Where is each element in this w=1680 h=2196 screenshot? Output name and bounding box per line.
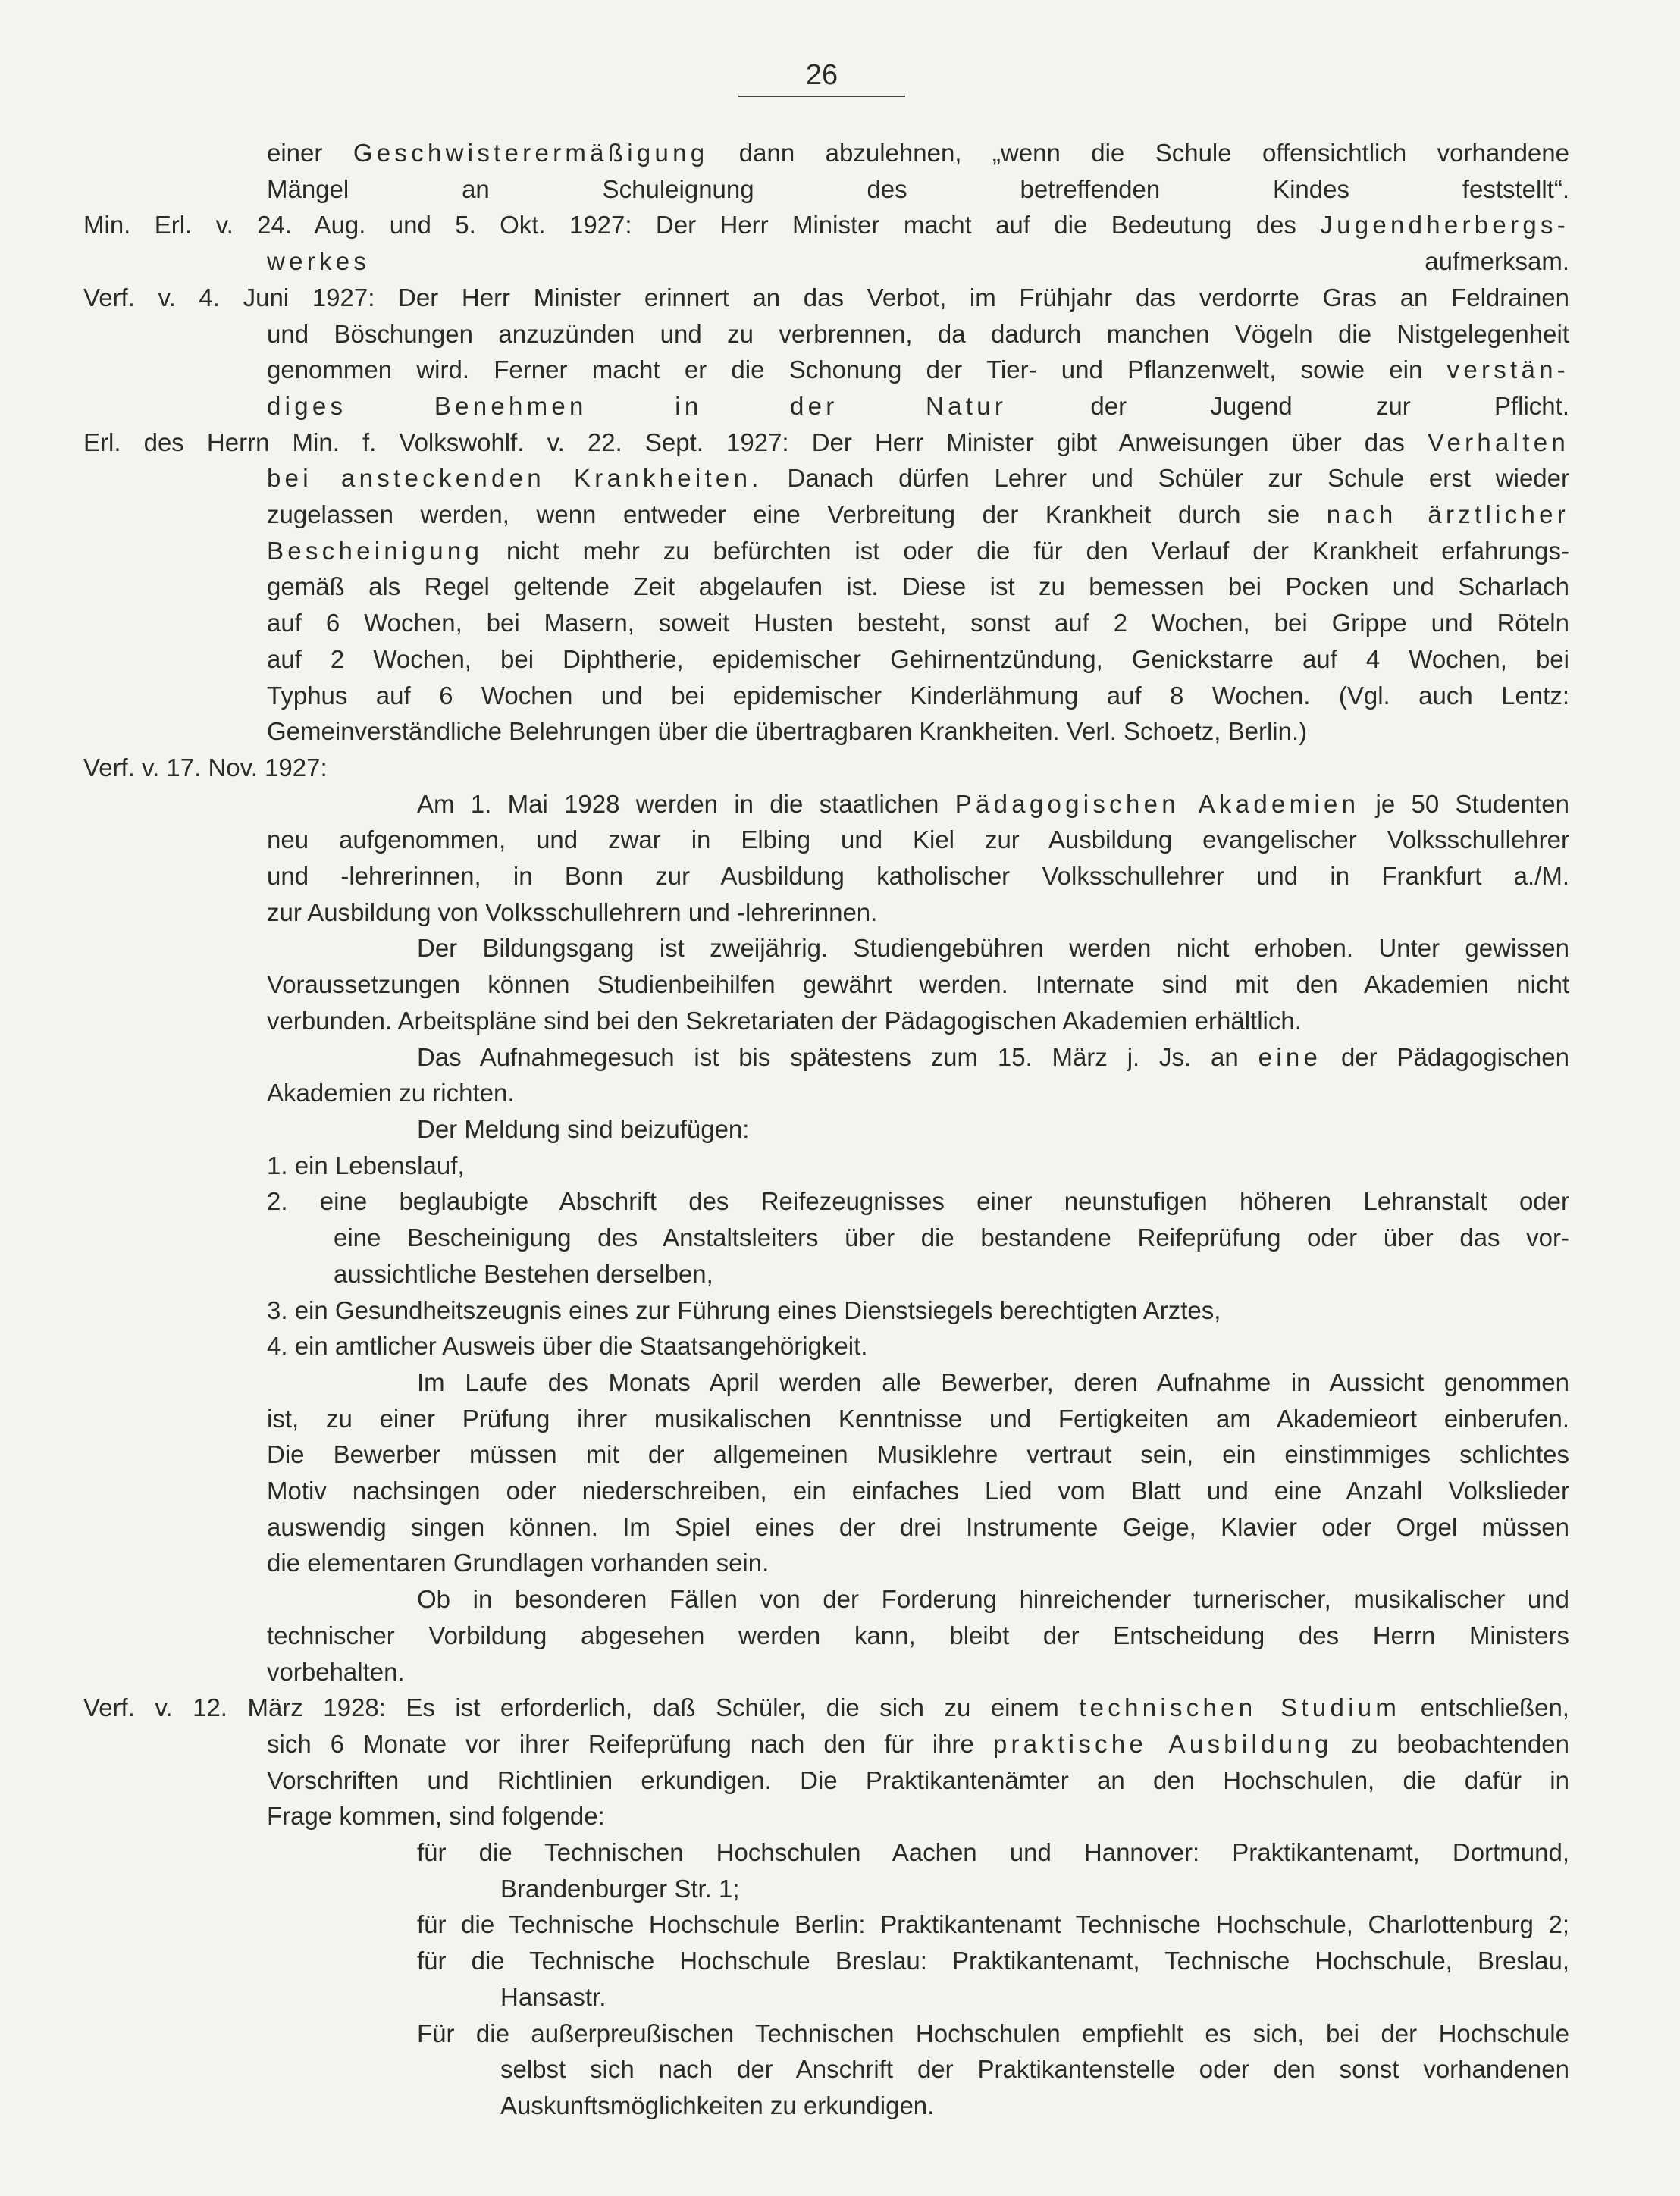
text-segment: Die Bewerber müssen mit der allgemeinen Musiklehre vertraut sein, ein einstimmiges schlichtes — [267, 1440, 1569, 1469]
emphasis-text: praktische Ausbildung — [992, 1729, 1333, 1758]
entry-min-erl-aug — [83, 207, 1569, 279]
text-line — [83, 605, 1569, 641]
emphasis-text: verstän- — [1446, 356, 1569, 384]
text-segment: Für die außerpreußischen Technischen Hochschulen empfiehlt es sich, bei der Hochschule — [417, 2019, 1569, 2047]
text-segment: Ob in besonderen Fällen von der Forderung hinreichender turnerischer, musikalischer und — [417, 1585, 1569, 1614]
emphasis-text: Bescheinigung — [267, 536, 484, 565]
text-segment: und Böschungen anzuzünden und zu verbrennen, da dadurch manchen Vögeln die Nistgelegenheit — [267, 319, 1569, 348]
text-segment: eine Bescheinigung des Anstaltsleiters über die bestandene Reifeprüfung oder über das vor- — [334, 1223, 1569, 1252]
text-segment: Mängel an Schuleignung des betreffenden Kindes feststellt“. — [267, 174, 1569, 203]
text-segment: Am 1. Mai 1928 werden in die staatlichen — [417, 789, 955, 818]
entry-verf-nov — [83, 750, 1569, 1690]
text-line — [83, 135, 1569, 171]
text-segment: aufmerksam. — [370, 247, 1569, 276]
text-segment: Voraussetzungen können Studienbeihilfen gewährt werden. Internate sind mit den Akademien nicht — [267, 970, 1569, 999]
entry-reference: Verf. v. 12. März 1928: Es ist erforderlich, daß Schüler, die sich zu einem — [83, 1693, 1080, 1722]
text-line — [83, 460, 1569, 497]
text-segment: nicht mehr zu befürchten ist oder die für den Verlauf der Krankheit erfahrungs- — [483, 536, 1569, 565]
text-segment: Im Laufe des Monats April werden alle Bewerber, deren Aufnahme in Aussicht genommen — [417, 1367, 1569, 1396]
text-line — [83, 497, 1569, 533]
text-line — [83, 1292, 1569, 1329]
body-text — [83, 135, 1569, 2124]
text-segment: der Jugend zur Pflicht. — [1007, 391, 1569, 420]
text-line — [83, 1762, 1569, 1799]
text-line — [83, 1545, 1569, 1581]
text-line — [83, 171, 1569, 208]
emphasis-text: eine — [1258, 1042, 1322, 1071]
text-line — [83, 1473, 1569, 1509]
text-segment: dann abzulehnen, „wenn die Schule offensichtlich vorhandene — [708, 139, 1569, 167]
text-line — [83, 1834, 1569, 1871]
text-segment: 4. ein amtlicher Ausweis über die Staatsangehörigkeit. — [267, 1332, 868, 1361]
text-segment: Das Aufnahmegesuch ist bis spätestens zum 15. März j. Js. an — [417, 1042, 1258, 1071]
page-number: 26 — [805, 59, 838, 91]
text-segment: Danach dürfen Lehrer und Schüler zur Schule erst wieder — [762, 464, 1569, 493]
text-line — [83, 1509, 1569, 1546]
text-segment: technischer Vorbildung abgesehen werden kann, bleibt der Entscheidung des Herrn Ministers — [267, 1621, 1569, 1649]
text-line — [83, 388, 1569, 424]
text-segment: zugelassen werden, wenn entweder eine Verbreitung der Krankheit durch sie — [267, 500, 1327, 529]
text-segment: selbst sich nach der Anschrift der Praktikantenstelle oder den sonst vorhandenen — [500, 2055, 1569, 2084]
text-line — [83, 1654, 1569, 1690]
entry-erl-sept — [83, 424, 1569, 750]
text-segment: Gemeinverständliche Belehrungen über die übertragbaren Krankheiten. Verl. Schoetz, Berlin.) — [267, 717, 1308, 746]
text-line — [83, 1364, 1569, 1401]
text-segment: 3. ein Gesundheitszeugnis eines zur Führung eines Dienstsiegels berechtigten Arztes, — [267, 1295, 1221, 1324]
text-line — [83, 1943, 1569, 1979]
text-line — [83, 352, 1569, 388]
text-segment: genommen wird. Ferner macht er die Schonung der Tier- und Pflanzenwelt, sowie ein — [267, 356, 1447, 384]
text-line — [83, 713, 1569, 750]
text-segment: auf 2 Wochen, bei Diphtherie, epidemischer Gehirnentzündung, Genickstarre auf 4 Wochen, bei — [267, 644, 1569, 673]
text-segment: entschließen, — [1400, 1693, 1569, 1722]
text-segment: und -lehrerinnen, in Bonn zur Ausbildung katholischer Volksschullehrer und in Frankfurt a./M. — [267, 862, 1569, 891]
entry-reference: Verf. v. 4. Juni 1927: Der Herr Minister erinnert an das Verbot, im Frühjahr das verdorrte Gras an Feldrainen — [83, 283, 1569, 312]
text-segment: 1. ein Lebenslauf, — [267, 1151, 465, 1179]
text-segment: verbunden. Arbeitspläne sind bei den Sekretariaten der Pädagogischen Akademien erhältlich. — [267, 1006, 1302, 1035]
text-line — [83, 1401, 1569, 1437]
page-number-rule — [738, 96, 905, 97]
text-segment: sich 6 Monate vor ihrer Reifeprüfung nach den für ihre — [267, 1729, 993, 1758]
entry-verf-maerz — [83, 1690, 1569, 2123]
text-segment: vorbehalten. — [267, 1657, 405, 1686]
text-segment: zu beobachtenden — [1332, 1729, 1569, 1758]
text-segment: 2. eine beglaubigte Abschrift des Reifezeugnisses einer neunstufigen höheren Lehranstalt oder — [267, 1187, 1569, 1216]
text-segment: Akademien zu richten. — [267, 1079, 515, 1107]
text-segment: Vorschriften und Richtlinien erkundigen. Die Praktikantenämter an den Hochschulen, die dafür in — [267, 1765, 1569, 1794]
text-segment: Motiv nachsingen oder niederschreiben, ein einfaches Lied vom Blatt und eine Anzahl Volkslieder — [267, 1477, 1569, 1505]
entry-lead-line — [83, 207, 1569, 243]
emphasis-text: Jugendherbergs- — [1320, 211, 1569, 240]
text-segment: die elementaren Grundlagen vorhanden sein. — [267, 1549, 769, 1577]
text-segment: Auskunftsmöglichkeiten zu erkundigen. — [500, 2091, 935, 2119]
text-line — [83, 894, 1569, 931]
text-segment: für die Technische Hochschule Breslau: Praktikantenamt, Technische Hochschule, Breslau, — [417, 1947, 1569, 1975]
text-segment: aussichtliche Bestehen derselben, — [334, 1259, 713, 1288]
text-line — [83, 1581, 1569, 1618]
text-line — [83, 533, 1569, 569]
text-line — [83, 1979, 1569, 2016]
text-segment: auf 6 Wochen, bei Masern, soweit Husten besteht, sonst auf 2 Wochen, bei Grippe und Röteln — [267, 609, 1569, 637]
text-line — [83, 930, 1569, 966]
text-line — [83, 966, 1569, 1003]
emphasis-text: Geschwisterermäßigung — [353, 139, 709, 167]
text-line — [83, 1256, 1569, 1292]
text-line — [83, 1871, 1569, 1907]
text-segment: für die Technische Hochschule Berlin: Praktikantenamt Technische Hochschule, Charlottenburg 2; — [417, 1910, 1569, 1939]
entry-lead-line — [83, 750, 1569, 786]
text-segment: Typhus auf 6 Wochen und bei epidemischer Kinderlähmung auf 8 Wochen. (Vgl. auch Lentz: — [267, 681, 1569, 710]
text-line — [83, 243, 1569, 280]
emphasis-text: diges Benehmen in der Natur — [267, 391, 1008, 420]
text-line — [83, 569, 1569, 605]
emphasis-text: Pädagogischen Akademien — [954, 789, 1360, 818]
text-segment: auswendig singen können. Im Spiel eines der drei Instrumente Geige, Klavier oder Orgel müssen — [267, 1512, 1569, 1541]
text-line — [83, 858, 1569, 894]
text-line — [83, 1075, 1569, 1111]
text-segment: Der Meldung sind beizufügen: — [417, 1114, 750, 1143]
text-segment: gemäß als Regel geltende Zeit abgelaufen ist. Diese ist zu bemessen bei Pocken und Scharlach — [267, 572, 1569, 601]
text-segment: der Pädagogischen — [1321, 1042, 1569, 1071]
text-segment: neu aufgenommen, und zwar in Elbing und Kiel zur Ausbildung evangelischer Volksschullehrer — [267, 825, 1569, 854]
text-line — [83, 1220, 1569, 1256]
text-line — [83, 786, 1569, 822]
text-line — [83, 2051, 1569, 2088]
emphasis-text: werkes — [267, 247, 371, 276]
emphasis-text: nach ärztlicher — [1326, 500, 1570, 529]
text-line — [83, 2088, 1569, 2124]
entry-reference: Verf. v. 17. Nov. 1927: — [83, 753, 328, 782]
text-line — [83, 1183, 1569, 1220]
text-segment: zur Ausbildung von Volksschullehrern und -lehrerinnen. — [267, 898, 878, 926]
text-line — [83, 678, 1569, 714]
text-line — [83, 822, 1569, 858]
entry-lead-line — [83, 280, 1569, 316]
text-line — [83, 1148, 1569, 1184]
text-line — [83, 1003, 1569, 1039]
text-segment: Frage kommen, sind folgende: — [267, 1802, 605, 1831]
emphasis-text: bei ansteckenden Krankheiten. — [267, 464, 763, 493]
text-line — [83, 1618, 1569, 1654]
text-segment: für die Technischen Hochschulen Aachen und Hannover: Praktikantenamt, Dortmund, — [417, 1838, 1569, 1867]
text-segment: ist, zu einer Prüfung ihrer musikalischen Kenntnisse und Fertigkeiten am Akademieort einberufen. — [267, 1404, 1569, 1433]
entry-lead-line — [83, 424, 1569, 461]
text-segment: Der Bildungsgang ist zweijährig. Studiengebühren werden nicht erhoben. Unter gewissen — [417, 934, 1569, 963]
text-line — [83, 1436, 1569, 1473]
text-line — [83, 1798, 1569, 1834]
text-line — [83, 2016, 1569, 2052]
text-line — [83, 1111, 1569, 1148]
entry-lead-line — [83, 1690, 1569, 1726]
entry-reference: Min. Erl. v. 24. Aug. und 5. Okt. 1927: Der Herr Minister macht auf die Bedeutung des — [83, 211, 1321, 240]
text-segment: Brandenburger Str. 1; — [500, 1874, 740, 1903]
entry-geschwister — [83, 135, 1569, 207]
text-segment: je 50 Studenten — [1359, 789, 1569, 818]
text-line — [83, 641, 1569, 678]
text-segment: Hansastr. — [500, 1982, 606, 2011]
text-line — [83, 1039, 1569, 1076]
text-line — [83, 1726, 1569, 1762]
text-line — [83, 316, 1569, 352]
emphasis-text: technischen Studium — [1079, 1693, 1401, 1722]
entry-verf-juni — [83, 280, 1569, 424]
text-segment: einer — [267, 139, 353, 167]
entry-reference: Erl. des Herrn Min. f. Volkswohlf. v. 22. Sept. 1927: Der Herr Minister gibt Anweisungen über das — [83, 428, 1428, 456]
text-line — [83, 1328, 1569, 1364]
emphasis-text: Verhalten — [1428, 428, 1569, 456]
text-line — [83, 1906, 1569, 1943]
